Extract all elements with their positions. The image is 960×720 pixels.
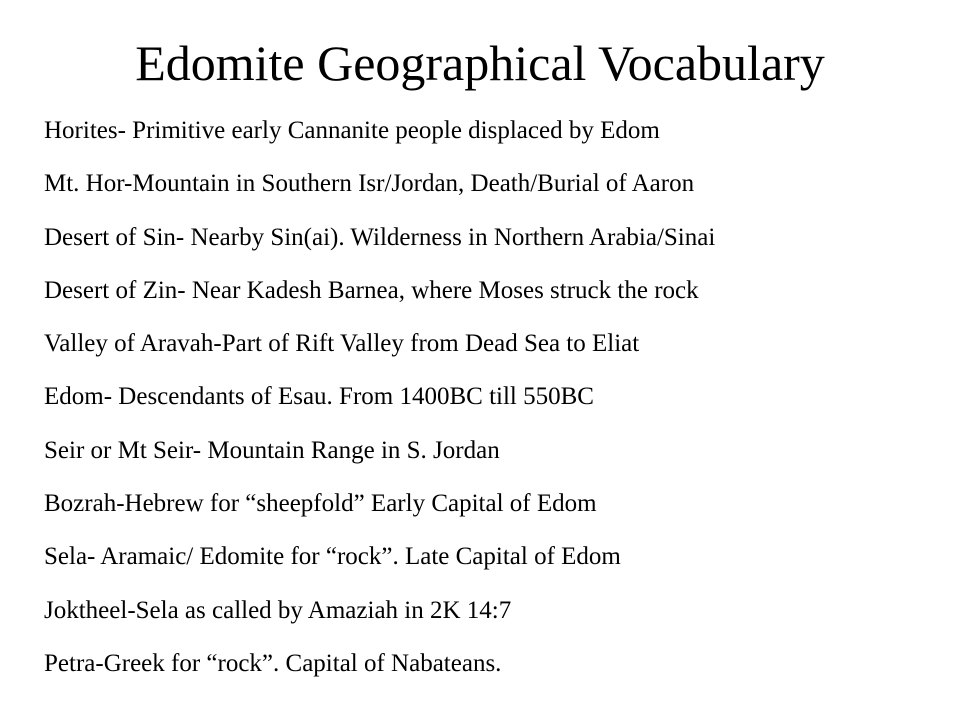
vocabulary-item-horites: Horites- Primitive early Cannanite people displaced by Edom — [44, 117, 660, 144]
vocabulary-item-edom: Edom- Descendants of Esau. From 1400BC till 550BC — [44, 383, 594, 411]
vocabulary-item-sela: Sela- Aramaic/ Edomite for “rock”. Late Capital of Edom — [44, 543, 621, 571]
vocabulary-list — [44, 104, 944, 690]
vocabulary-item-desert-of-zin: Desert of Zin- Near Kadesh Barnea, where Moses struck the rock — [44, 276, 699, 304]
vocabulary-item-desert-of-sin: Desert of Sin- Nearby Sin(ai). Wilderness in Northern Arabia/Sinai — [44, 223, 716, 251]
vocabulary-item-petra: Petra-Greek for “rock”. Capital of Nabateans. — [44, 649, 502, 677]
vocabulary-item-valley-of-aravah: Valley of Aravah-Part of Rift Valley from Dead Sea to Eliat — [44, 330, 640, 358]
vocabulary-item-mt-hor: Mt. Hor-Mountain in Southern Isr/Jordan, Death/Burial of Aaron — [44, 170, 695, 198]
vocabulary-item-bozrah: Bozrah-Hebrew for “sheepfold” Early Capital of Edom — [44, 490, 597, 518]
vocabulary-item-joktheel: Joktheel-Sela as called by Amaziah in 2K 14:7 — [44, 596, 512, 624]
slide-title: Edomite Geographical Vocabulary — [135, 35, 825, 91]
vocabulary-item-seir: Seir or Mt Seir- Mountain Range in S. Jordan — [44, 436, 500, 464]
